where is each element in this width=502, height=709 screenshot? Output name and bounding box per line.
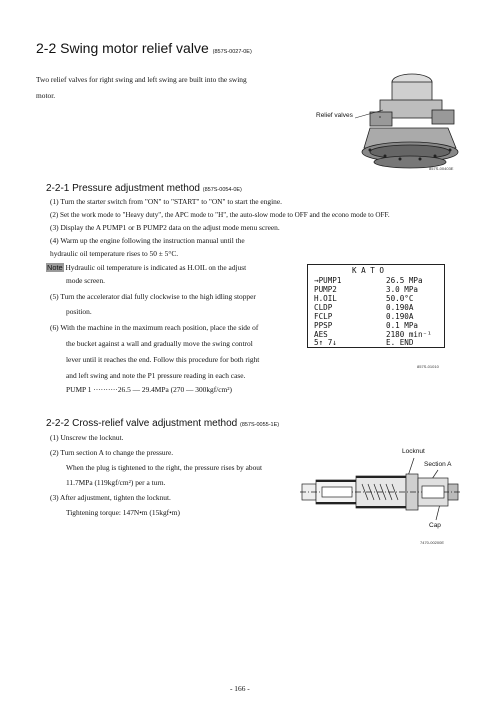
intro-line-1: Two relief valves for right swing and left swing are built into the swing bbox=[36, 75, 247, 84]
monitor-row bbox=[314, 312, 414, 321]
page-number: - 166 - bbox=[230, 684, 250, 693]
section-title: 2-2 Swing motor relief valve (857S-0027-0E) bbox=[36, 40, 252, 56]
relief-valve-section-drawing bbox=[296, 456, 466, 526]
cap-label: Cap bbox=[429, 522, 441, 529]
monitor-header: K A T O bbox=[352, 266, 385, 275]
monitor-row bbox=[314, 338, 414, 347]
step-1: (1) Turn the starter switch from "ON" to "START" to "ON" to start the engine. bbox=[50, 197, 282, 206]
monitor-value: 0.190A bbox=[386, 312, 414, 321]
subsection-2-title: 2-2-2 Cross-relief valve adjustment method (857S-0055-1E) bbox=[46, 418, 280, 429]
step-3: (3) Display the A PUMP1 or B PUMP2 data on the adjust mode menu screen. bbox=[50, 223, 280, 232]
monitor-value: 3.0 MPa bbox=[386, 285, 419, 294]
cross-step-2-detail-2: 11.7MPa (119kgf/cm²) per a turn. bbox=[66, 478, 166, 487]
step-4-line-1: (4) Warm up the engine following the instruction manual until the bbox=[50, 236, 245, 245]
step-2: (2) Set the work mode to "Heavy duty", the APC mode to "H", the auto-slow mode to OFF and the econo mode to OFF. bbox=[50, 211, 390, 219]
monitor-figure-id: 857S-01010 bbox=[417, 364, 439, 369]
relief-valves-leader bbox=[355, 108, 385, 120]
section-a-label: Section A bbox=[424, 461, 452, 468]
monitor-value: 2180 min⁻¹ bbox=[386, 330, 432, 339]
monitor-value: E. END bbox=[386, 338, 414, 347]
monitor-row bbox=[314, 285, 419, 294]
cross-step-1: (1) Unscrew the locknut. bbox=[50, 433, 124, 442]
note-line-1: Note Hydraulic oil temperature is indicated as H.OIL on the adjust bbox=[47, 263, 247, 272]
tightening-torque: Tightening torque: 147N•m (15kgf•m) bbox=[66, 508, 180, 517]
figure-1-id: 857S-00403E bbox=[429, 166, 454, 171]
cross-step-2-detail-1: When the plug is tightened to the right, the pressure rises by about bbox=[66, 463, 263, 472]
monitor-label: FCLP bbox=[314, 312, 333, 321]
monitor-label: H.OIL bbox=[314, 294, 337, 303]
monitor-value: 26.5 MPa bbox=[386, 276, 423, 285]
step-4-line-2: hydraulic oil temperature rises to 50 ± 5°C. bbox=[50, 249, 179, 258]
relief-valves-label: Relief valves bbox=[316, 112, 353, 119]
note-tag: Note bbox=[47, 263, 63, 272]
step-6-line-1: (6) With the machine in the maximum reach position, place the side of bbox=[50, 323, 259, 332]
monitor-label: PUMP2 bbox=[314, 285, 337, 294]
monitor-row bbox=[314, 303, 414, 312]
monitor-value: 0.1 MPa bbox=[386, 321, 419, 330]
cross-step-3: (3) After adjustment, tighten the locknut. bbox=[50, 493, 171, 502]
step-6-line-3: lever until it reaches the end. Follow this procedure for both right bbox=[66, 355, 260, 364]
step-5-line-1: (5) Turn the accelerator dial fully clockwise to the high idling stopper bbox=[50, 292, 256, 301]
note-line-2: mode screen. bbox=[66, 276, 105, 285]
monitor-label: 5↑ 7↓ bbox=[314, 338, 337, 347]
step-6-line-2: the bucket against a wall and gradually move the swing control bbox=[66, 339, 253, 348]
monitor-value: 50.0°C bbox=[386, 294, 414, 303]
monitor-display bbox=[307, 264, 445, 348]
cross-step-2: (2) Turn section A to change the pressure. bbox=[50, 448, 174, 457]
step-6-line-4: and left swing and note the P1 pressure reading in each case. bbox=[66, 371, 246, 380]
pressure-spec: PUMP 1 ··········26.5 — 29.4MPa (270 — 300kgf/cm²) bbox=[66, 385, 232, 394]
step-5-line-2: position. bbox=[66, 307, 92, 316]
monitor-value: 0.190A bbox=[386, 303, 414, 312]
monitor-label: PPSP bbox=[314, 321, 333, 330]
monitor-row bbox=[314, 321, 419, 330]
monitor-label: →PUMP1 bbox=[314, 276, 342, 285]
monitor-row bbox=[314, 276, 423, 285]
locknut-label: Locknut bbox=[402, 448, 425, 455]
monitor-label: AES bbox=[314, 330, 328, 339]
intro-line-2: motor. bbox=[36, 91, 56, 100]
monitor-label: CLDP bbox=[314, 303, 333, 312]
subsection-1-title: 2-2-1 Pressure adjustment method (857S-0054-0E) bbox=[46, 183, 242, 194]
swing-motor-illustration bbox=[340, 70, 465, 172]
figure-2-id: 7470-00200E bbox=[420, 540, 445, 545]
monitor-row bbox=[314, 294, 414, 303]
